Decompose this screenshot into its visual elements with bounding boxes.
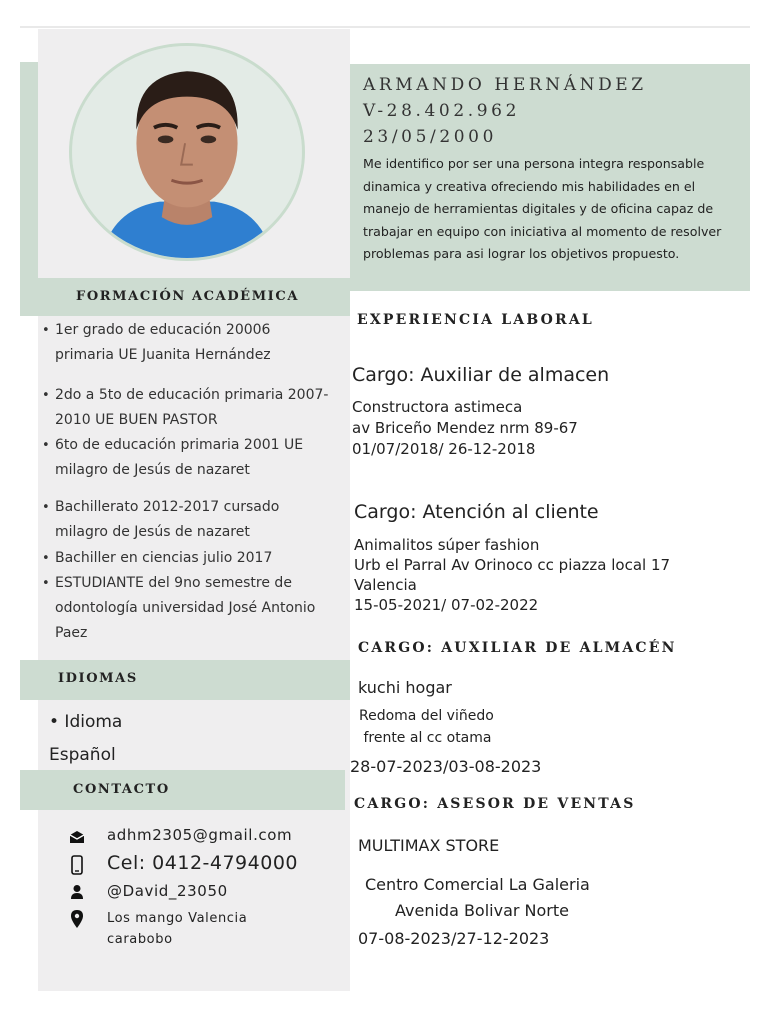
- job1-line: 01/07/2018/ 26-12-2018: [352, 440, 536, 458]
- job3-dates: 28-07-2023/03-08-2023: [350, 757, 542, 776]
- left-accent-strip: [20, 62, 38, 290]
- education-title: FORMACIÓN ACADÉMICA: [76, 289, 300, 304]
- language-item: • Idioma: [49, 712, 123, 732]
- address-line: carabobo: [107, 932, 173, 947]
- profile-line: Me identifico por ser una persona integra responsable: [363, 156, 705, 171]
- job4-company: MULTIMAX STORE: [358, 836, 500, 855]
- education-line: 2010 UE BUEN PASTOR: [55, 412, 218, 428]
- job3-address-line: frente al cc otama: [359, 730, 492, 746]
- job1-line: Constructora astimeca: [352, 398, 523, 416]
- education-line: • Bachiller en ciencias julio 2017: [55, 550, 273, 566]
- education-item: [40, 495, 352, 545]
- education-item: [40, 571, 352, 646]
- birth-date: 23/05/2000: [363, 127, 497, 147]
- education-line: Paez: [55, 625, 88, 641]
- id-number: V-28.402.962: [363, 101, 520, 121]
- job3-address: [359, 705, 494, 749]
- education-item: [40, 433, 352, 483]
- job1-details: [352, 397, 578, 460]
- job3-company: kuchi hogar: [358, 678, 452, 697]
- language-value: Español: [49, 745, 116, 765]
- education-item: [40, 383, 352, 433]
- profile-photo: [69, 43, 305, 261]
- job4-dates: 07-08-2023/27-12-2023: [358, 929, 550, 948]
- education-line: • 1er grado de educación 20006: [55, 322, 271, 338]
- education-line: primaria UE Juanita Hernández: [55, 347, 271, 363]
- job1-line: av Briceño Mendez nrm 89-67: [352, 419, 578, 437]
- full-name: ARMANDO HERNÁNDEZ: [363, 75, 647, 95]
- education-item: [40, 318, 352, 368]
- languages-title: IDIOMAS: [58, 671, 138, 686]
- job2-line: Animalitos súper fashion: [354, 536, 540, 554]
- location-pin-icon: [68, 909, 86, 929]
- job1-role: Cargo: Auxiliar de almacen: [352, 364, 610, 386]
- contact-user: @David_23050: [107, 882, 228, 900]
- education-line: milagro de Jesús de nazaret: [55, 524, 250, 540]
- education-line: • ESTUDIANTE del 9no semestre de: [55, 575, 292, 591]
- job2-line: Urb el Parral Av Orinoco cc piazza local 17: [354, 556, 671, 574]
- job4-role: CARGO: ASESOR DE VENTAS: [354, 796, 636, 812]
- job4-address-line: Avenida Bolivar Norte: [395, 901, 569, 920]
- education-item: [40, 546, 352, 571]
- job2-role: Cargo: Atención al cliente: [354, 501, 599, 523]
- profile-line: dinamica y creativa ofreciendo mis habilidades en el: [363, 178, 696, 194]
- person-icon: [68, 883, 86, 901]
- profile-line: trabajar en equipo con iniciativa al momento de resolver: [363, 223, 722, 239]
- profile-line: problemas para asi lograr los objetivos propuesto.: [363, 246, 680, 261]
- contact-phone: Cel: 0412-4794000: [107, 852, 299, 874]
- address-line: Los mango Valencia: [107, 911, 248, 926]
- envelope-icon: [68, 828, 86, 846]
- contact-address: [107, 908, 247, 950]
- portrait-illustration: [72, 46, 302, 258]
- profile-summary: [363, 153, 748, 266]
- contact-email: adhm2305@gmail.com: [107, 826, 293, 844]
- education-line: • 2do a 5to de educación primaria 2007-: [55, 387, 329, 403]
- education-line: • 6to de educación primaria 2001 UE: [55, 437, 304, 453]
- top-divider: [20, 26, 750, 28]
- profile-line: manejo de herramientas digitales y de oficina capaz de: [363, 201, 714, 216]
- education-line: odontología universidad José Antonio: [55, 600, 316, 616]
- education-line: milagro de Jesús de nazaret: [55, 462, 250, 478]
- job2-line: Valencia: [354, 576, 417, 594]
- smartphone-icon: [68, 855, 86, 875]
- job3-role: CARGO: AUXILIAR DE ALMACÉN: [358, 640, 677, 656]
- contact-band: [20, 770, 345, 810]
- education-line: • Bachillerato 2012-2017 cursado: [55, 499, 280, 515]
- job2-line: 15-05-2021/ 07-02-2022: [354, 596, 539, 614]
- experience-title: EXPERIENCIA LABORAL: [357, 312, 594, 328]
- job2-details: [354, 535, 670, 615]
- job4-address-line: Centro Comercial La Galeria: [365, 875, 590, 894]
- job3-address-line: Redoma del viñedo: [359, 708, 494, 724]
- contact-title: CONTACTO: [73, 782, 170, 797]
